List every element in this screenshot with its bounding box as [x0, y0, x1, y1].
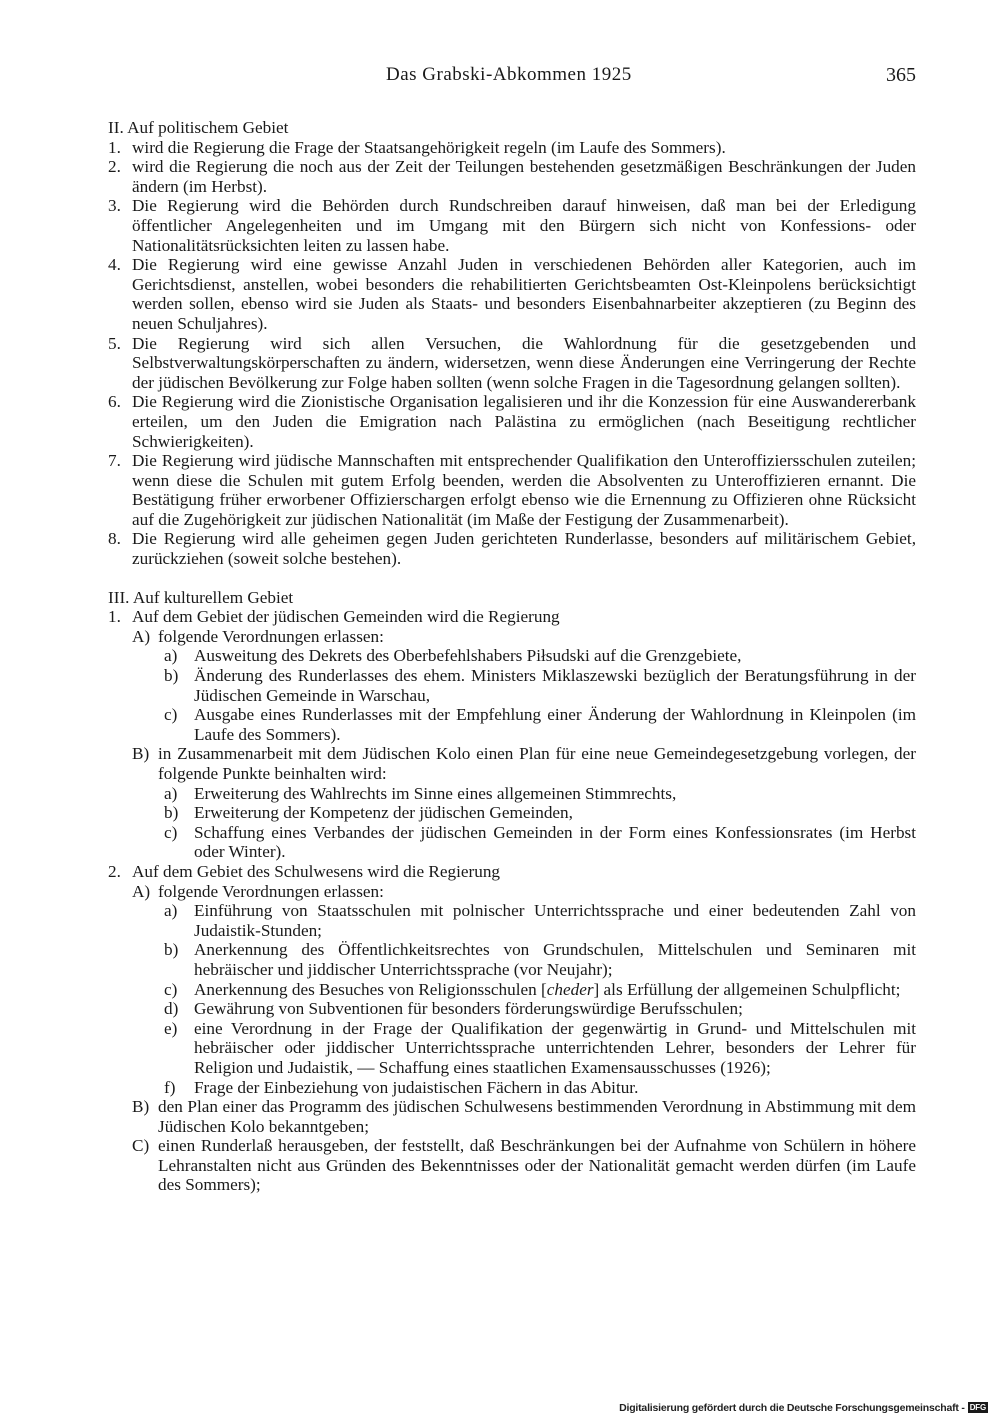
sub-item: A) folgende Verordnungen erlassen:	[132, 626, 384, 646]
list-item: 5. Die Regierung wird sich allen Versuchen, die Wahlordnung für die gesetzgebenden und Selbstverwaltungskörperschaften zu ändern, widersetzen, wenn diese Änderungen eine Verringerung der Rechte der jüdischen Bevölkerung zur Folge haben sollten (wenn solche Fragen in die Tagesordnung gelangen sollten).	[108, 333, 916, 392]
list-item: 4. Die Regierung wird eine gewisse Anzahl Juden in verschiedenen Behörden aller Kategorien, auch im Gerichtsdienst, anstellen, wobei besonders die rehabilitierten Gerichtsbeamten Ost-Kleinpolens berücksichtigt werden sollen, ebenso wird sie Juden als Staats- und besonders Eisenbahnarbeiter akzeptieren (zu Beginn des neuen Schuljahres).	[108, 255, 916, 333]
page-header	[108, 64, 916, 90]
page-number: 365	[886, 64, 916, 86]
list-item: 2. Auf dem Gebiet des Schulwesens wird die Regierung	[108, 861, 501, 881]
sub-sub-item: a) Einführung von Staatsschulen mit polnischer Unterrichtssprache und einer bedeutenden Zahl von Judaistik-Stunden;	[164, 901, 916, 940]
list-item: 3. Die Regierung wird die Behörden durch Rundschreiben darauf hinweisen, daß man bei der Erledigung öffentlicher Angelegenheiten und im Umgang mit den Bürgern sich nicht von Konfessions- oder Nationalitätsrücksichten leiten zu lassen habe.	[108, 196, 916, 255]
list-item: 2. wird die Regierung die noch aus der Zeit der Teilungen bestehenden gesetzmäßigen Beschränkungen der Juden ändern (im Herbst).	[108, 157, 916, 196]
sub-sub-item: e) eine Verordnung in der Frage der Qualifikation der gegenwärtig in Grund- und Mittelschulen mit hebräischer oder jiddischer Unterrichtssprache unterrichtenden Lehrer, besonders der Lehrer für Religion und Judaistik, — Schaffung eines staatlichen Examensausschusses (1926);	[164, 1018, 916, 1077]
sub-item: A) folgende Verordnungen erlassen:	[132, 881, 384, 901]
list-item: 1. Auf dem Gebiet der jüdischen Gemeinden wird die Regierung	[108, 607, 560, 627]
sub-sub-item: a) Ausweitung des Dekrets des Oberbefehlshabers Piłsudski auf die Grenzgebiete,	[164, 646, 742, 666]
italic-term: cheder	[546, 979, 594, 999]
dfg-logo: DFG	[969, 1403, 986, 1412]
sub-item: B) in Zusammenarbeit mit dem Jüdischen Kolo einen Plan für eine neue Gemeindegesetzgebung vorlegen, der folgende Punkte beinhalten wird:	[132, 744, 916, 783]
list-item: 7. Die Regierung wird jüdische Mannschaften mit entsprechender Qualifikation den Unteroffiziersschulen zuteilen; wenn diese die Schulen mit gutem Erfolg beenden, werden die Absolventen zu Unteroffizieren ernannt. Die Bestätigung früher erworbener Offizierschargen erfolgt ebenso wie die Ernennung zu Offizieren ohne Rücksicht auf die Zugehörigkeit zur jüdischen Nationalität (im Maße der Festigung der Zusammenarbeit).	[108, 451, 916, 529]
sub-sub-item: c) Anerkennung des Besuches von Religionsschulen [cheder] als Erfüllung der allgemeinen Schulpflicht;	[164, 979, 901, 999]
sub-item: C) einen Runderlaß herausgeben, der feststellt, daß Beschränkungen bei der Aufnahme von Schülern in höhere Lehranstalten nicht aus Gründen des Bekenntnisses oder der Nationalität gemacht werden dürfen (im Laufe des Sommers);	[132, 1136, 916, 1195]
sub-sub-item: a) Erweiterung des Wahlrechts im Sinne eines allgemeinen Stimmrechts,	[164, 783, 677, 803]
list-item: 6. Die Regierung wird die Zionistische Organisation legalisieren und ihr die Konzession für eine Auswandererbank erteilen, um den Juden die Emigration nach Palästina zu ermöglichen (nach Beseitigung rechtlicher Schwierigkeiten).	[108, 392, 916, 451]
sub-sub-item: b) Anerkennung des Öffentlichkeitsrechtes von Grundschulen, Mittelschulen und Seminaren mit hebräischer und jiddischer Unterrichtssprache (vor Neujahr);	[164, 940, 916, 979]
list-item: 8. Die Regierung wird alle geheimen gegen Juden gerichteten Runderlasse, besonders auf militärischem Gebiet, zurückziehen (soweit solche bestehen).	[108, 529, 916, 569]
section-title: II. Auf politischem Gebiet	[108, 118, 289, 137]
list-item: 1. wird die Regierung die Frage der Staatsangehörigkeit regeln (im Laufe des Sommers).	[108, 137, 726, 157]
document-body	[108, 118, 916, 1195]
credit-text: Digitalisierung gefördert durch die Deutsche Forschungsgemeinschaft -	[619, 1402, 965, 1414]
sub-sub-item: c) Ausgabe eines Runderlasses mit der Empfehlung einer Änderung der Wahlordnung in Kleinpolen (im Laufe des Sommers).	[164, 705, 916, 744]
sub-sub-item: b) Erweiterung der Kompetenz der jüdischen Gemeinden,	[164, 803, 573, 823]
section-title: III. Auf kulturellem Gebiet	[108, 587, 294, 607]
sub-item: B) den Plan einer das Programm des jüdischen Schulwesens bestimmenden Verordnung in Abstimmung mit dem Jüdischen Kolo bekanntgeben;	[132, 1097, 916, 1136]
sub-sub-item: f) Frage der Einbeziehung von judaistischen Fächern in das Abitur.	[164, 1077, 639, 1097]
digitization-credit	[619, 1402, 988, 1414]
sub-sub-item: b) Änderung des Runderlasses des ehem. Ministers Miklaszewski bezüglich der Beratungsführung in der Jüdischen Gemeinde in Warschau,	[164, 666, 916, 705]
sub-sub-item: c) Schaffung eines Verbandes der jüdischen Gemeinden in der Form eines Konfessionsrates (im Herbst oder Winter).	[164, 822, 916, 862]
running-title: Das Grabski-Abkommen 1925	[386, 64, 632, 85]
sub-sub-item: d) Gewährung von Subventionen für besonders förderungswürdige Berufsschulen;	[164, 999, 743, 1019]
